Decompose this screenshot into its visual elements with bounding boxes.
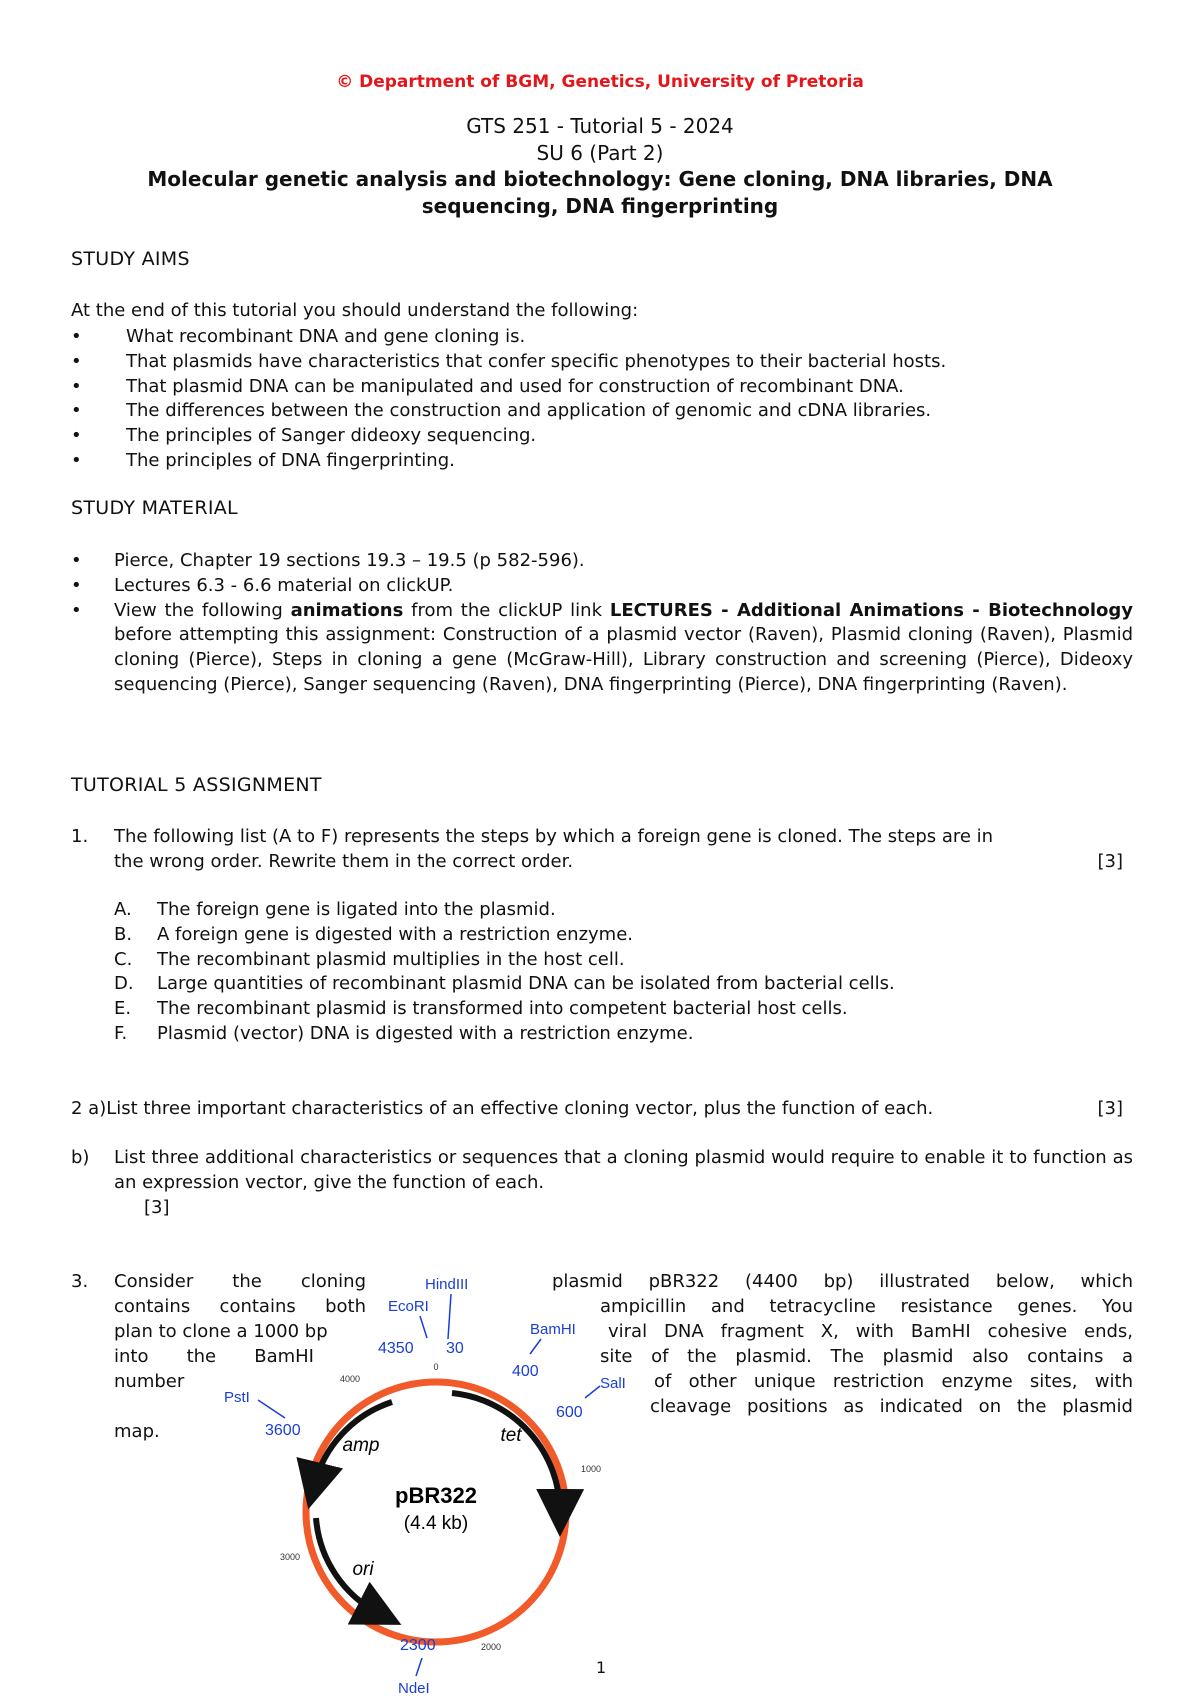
page-number: 1 [596,1658,607,1677]
site-position-bamhi: 400 [512,1363,539,1380]
plasmid-ring [306,1382,566,1642]
tick-label: 1000 [581,1464,602,1474]
document-page: © Department of BGM, Genetics, University of Pretoria GTS 251 - Tutorial 5 - 2024 SU 6 (Part 2) Molecular genetic analysis and biotechnology: Gene cloning, DNA libraries, DNA sequencing, DNA fingerprinting STUDY AIMS At the end of this tutorial you should understand the following: • What recombinant DNA and gene cloning is. • That plasmids have characteristics that confer specific phenotypes to their bacterial hosts. • That plasmid DNA can be manipulated and used for construction of recombinant DNA. • The differences between the construction and application of genomic and cDNA libraries. • The principles of Sanger dideoxy sequencing. • The principles of DNA fingerprinting. STUDY MATERIAL • Pierce, Chapter 19 sections 19.3 – 19.5 (p 582-596). • Lectures 6.3 - 6.6 material on clickUP. • View the following animations from the clickUP link LECTURES - Additional Animations - Biotechnology before attempting this assignment: Construction of a plasmid vector (Raven), Plasmid cloning (Raven), Plasmid cloning (Pierce), Steps in cloning a gene (McGraw-Hill), Library construction and screening (Pierce), Dideoxy sequencing (Pierce), Sanger sequencing (Raven), DNA fingerprinting (Pierce), DNA fingerprinting (Raven). TUTORIAL 5 ASSIGNMENT 1. The following list (A to F) represents the steps by which a foreign gene is cloned. The steps are in the wrong order. Rewrite them in the correct order. [3] A. The foreign gene is ligated into the plasmid. B. A foreign gene is digested with a restriction enzyme. C. The recombinant plasmid multiplies in the host cell. D. Large quantities of recombinant plasmid DNA can be isolated from bacterial cells. E. The recombinant plasmid is transformed into competent bacterial host cells. F. Plasmid (vector) DNA is digested with a restriction enzyme. 2 a)List three important characteristics of an effective cloning vector, plus the function of each. [3] b) List three additional characteristics or sequences that a cloning plasmid would require to enable it to function as an expression vector, give the function of each. [3] 3. Consider the cloning contains contains both plan to clone a 1000 bp into the BamHI number map. plasmid pBR322 (4400 bp) illustrated below, which ampicillin and tetracycline resistance genes. You viral DNA fragment X, with BamHI cohesive ends, site of the plasmid. The plasmid also contains a of other unique restriction enzyme sites, with cleavage positions as indicated on the plasmid pBR322 (4.4 kb) amp tet ori 0 1000 2000 3000 4000 HindIII 30 EcoRI 4350 BamHI 400 SalI 600 PstI 3600 2300 NdeI 1 [0,0,1200,1696]
question-2a-marks: [3] [1097,1098,1123,1119]
tet-gene-arrow [452,1393,560,1513]
question-1: 1. The following list (A to F) represents the steps by which a foreign gene is cloned. The steps are in the wrong order. Rewrite them in the correct order. [3] [71,825,1133,875]
topic-title: Molecular genetic analysis and biotechnology: Gene cloning, DNA libraries, DNA sequencing, DNA fingerprinting [147,167,1053,218]
question-2a: 2 a)List three important characteristics of an effective cloning vector, plus the function of each. [3] [71,1097,1133,1122]
tick-label: 3000 [280,1552,301,1562]
scale-ticks [280,1362,601,1652]
list-item: • The differences between the construction and application of genomic and cDNA libraries. [71,400,932,422]
assignment-heading: TUTORIAL 5 ASSIGNMENT [71,774,322,796]
list-item: • The principles of DNA fingerprinting. [71,449,455,471]
plasmid-name: pBR322 [395,1483,477,1508]
list-item: • That plasmids have characteristics that confer specific phenotypes to their bacterial hosts. [71,350,947,372]
study-aims-list [71,325,946,474]
tick-label: 4000 [340,1374,361,1384]
site-position-hindiii: 30 [446,1340,464,1357]
site-position-ndei: 2300 [400,1637,436,1654]
list-item: B. A foreign gene is digested with a restriction enzyme. [114,923,633,945]
question-3-number: 3. [71,1271,89,1292]
course-title: GTS 251 - Tutorial 5 - 2024 [466,114,734,138]
list-item: E. The recombinant plasmid is transformed into competent bacterial host cells. [114,998,848,1020]
study-aims-intro: At the end of this tutorial you should understand the following: [71,300,639,321]
list-item: • View the following animations from the clickUP link LECTURES - Additional Animations - Biotechnology before attempting this assignment: Construction of a plasmid vector (Raven), Plasmid cloning (Raven), Plasmid cloning (Pierce), Steps in cloning a gene (McGraw-Hill), Library construction and screening (Pierce), Dideoxy sequencing (Pierce), Sanger sequencing (Raven), DNA fingerprinting (Pierce), DNA fingerprinting (Raven). [71,599,1134,695]
site-position-sali: 600 [556,1404,583,1421]
unit-title: SU 6 (Part 2) [536,141,664,165]
study-aims-heading: STUDY AIMS [71,248,190,270]
question-1-marks: [3] [1097,850,1123,872]
ori-label: ori [352,1559,374,1580]
question-2b: b) List three additional characteristics or sequences that a cloning plasmid would require to enable it to function as an expression vector, give the function of each. [3] [71,1146,1133,1220]
site-enzyme-hindiii: HindIII [425,1276,469,1293]
study-material-heading: STUDY MATERIAL [71,497,238,519]
site-enzyme-bamhi: BamHI [530,1321,576,1338]
site-enzyme-ndei: NdeI [398,1680,430,1696]
list-item: • Lectures 6.3 - 6.6 material on clickUP. [71,574,454,596]
amp-gene-arrow [314,1402,392,1486]
question-1-steps [114,898,895,1047]
list-item: • What recombinant DNA and gene cloning is. [71,326,526,347]
question-2b-marks: [3] [144,1196,170,1218]
site-position-ecori: 4350 [378,1340,414,1357]
list-item: F. Plasmid (vector) DNA is digested with a restriction enzyme. [114,1022,694,1044]
plasmid-size: (4.4 kb) [403,1513,469,1534]
list-item: D. Large quantities of recombinant plasmid DNA can be isolated from bacterial cells. [114,973,895,995]
list-item: A. The foreign gene is ligated into the plasmid. [114,899,556,920]
site-enzyme-sali: SalI [600,1375,626,1392]
list-item: C. The recombinant plasmid multiplies in the host cell. [114,948,625,970]
list-item: • Pierce, Chapter 19 sections 19.3 – 19.5 (p 582-596). [71,550,585,571]
list-item: • That plasmid DNA can be manipulated and used for construction of recombinant DNA. [71,375,904,397]
site-enzyme-psti: PstI [224,1389,250,1406]
copyright-line: © Department of BGM, Genetics, University of Pretoria [336,72,864,92]
list-item: • The principles of Sanger dideoxy sequencing. [71,425,537,447]
amp-label: amp [342,1435,380,1456]
tick-label: 0 [433,1362,439,1372]
site-position-psti: 3600 [265,1422,301,1439]
tet-label: tet [500,1425,522,1446]
study-material-list [71,549,1133,698]
site-enzyme-ecori: EcoRI [388,1298,429,1315]
ori-arrow [316,1518,380,1614]
tick-label: 2000 [481,1642,502,1652]
